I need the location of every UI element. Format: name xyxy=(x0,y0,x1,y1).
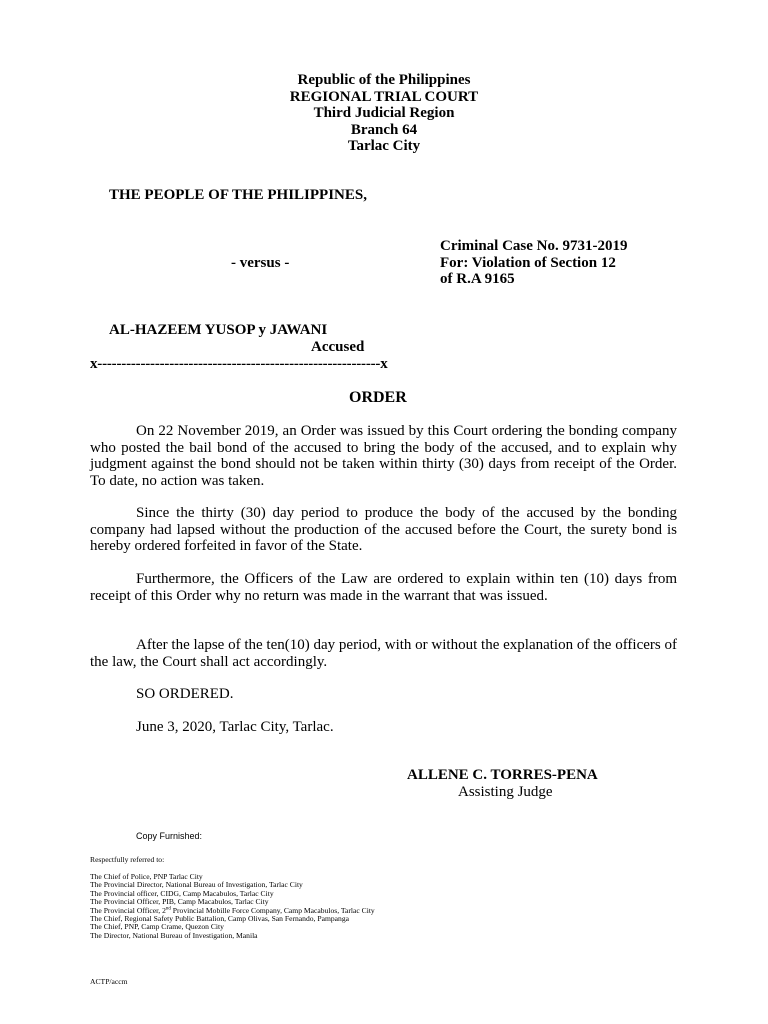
list-item: The Chief, Regional Safety Public Battalion, Camp Olivas, San Fernando, Pampanga xyxy=(90,914,349,924)
date-place: June 3, 2020, Tarlac City, Tarlac. xyxy=(136,719,334,735)
accused-label: Accused xyxy=(311,339,365,355)
case-violation: For: Violation of Section 12 xyxy=(440,254,616,271)
case-info xyxy=(440,238,628,288)
heading-line-court: REGIONAL TRIAL COURT xyxy=(289,88,479,105)
recipient-2nd-suffix: Provincial Mobille Force Company, Camp Macabulos, Tarlac City xyxy=(170,905,375,915)
list-item: The Chief of Police, PNP Tarlac City xyxy=(90,872,203,881)
order-paragraph-4: After the lapse of the ten(10) day period, with or without the explanation of the officers of the law, the Court shall act accordingly. xyxy=(90,637,677,670)
order-paragraph-2: Since the thirty (30) day period to produce the body of the accused by the bonding company had lapsed without the production of the accused before the Court, the surety bond is hereby ordered forfeited in favor of the State. xyxy=(90,505,677,554)
recipient-2nd-sup: nd xyxy=(165,906,171,912)
so-ordered: SO ORDERED. xyxy=(136,686,234,702)
case-number: Criminal Case No. 9731-2019 xyxy=(440,238,628,254)
list-item: The Provincial Director, National Bureau of Investigation, Tarlac City xyxy=(90,880,303,890)
order-paragraph-1: On 22 November 2019, an Order was issued by this Court ordering the bonding company who posted the bail bond of the accused to bring the body of the accused, and to explain why judgment against the bond should not be taken within thirty (30) days from receipt of the Order. To date, no action was taken. xyxy=(90,423,677,489)
order-paragraph-3: Furthermore, the Officers of the Law are ordered to explain within ten (10) days from receipt of this Order why no return was made in the warrant that was issued. xyxy=(90,571,677,604)
order-title: ORDER xyxy=(349,389,407,406)
heading-line-republic: Republic of the Philippines xyxy=(297,72,471,88)
heading-line-region: Third Judicial Region xyxy=(313,105,455,121)
list-item: The Provincial Officer, PIB, Camp Macabulos, Tarlac City xyxy=(90,897,269,907)
plaintiff: THE PEOPLE OF THE PHILIPPINES, xyxy=(109,187,367,203)
recipient-2nd-prefix: The Provincial Officer, 2 xyxy=(90,905,166,915)
list-item: The Provincial officer, CIDG, Camp Macabulos, Tarlac City xyxy=(90,888,274,898)
heading-line-branch: Branch 64 xyxy=(350,121,418,138)
list-item: The Director, National Bureau of Investigation, Manila xyxy=(90,930,258,940)
judge-name: ALLENE C. TORRES-PENA xyxy=(407,767,598,783)
versus-label: - versus - xyxy=(231,255,290,271)
judge-title: Assisting Judge xyxy=(458,784,553,800)
recipient-list xyxy=(90,873,510,940)
heading-line-city: Tarlac City xyxy=(347,138,421,154)
caption-separator: x-----------------------------------------------------------x xyxy=(90,356,388,372)
referred-label: Respectfully referred to: xyxy=(90,855,165,864)
footer-initials: ACTP/accm xyxy=(90,977,128,986)
list-item: The Chief, PNP, Camp Crame, Quezon City xyxy=(90,922,224,932)
copy-furnished-label: Copy Furnished: xyxy=(136,831,203,841)
court-heading xyxy=(184,72,584,155)
case-ra: of R.A 9165 xyxy=(440,271,515,287)
accused-name: AL-HAZEEM YUSOP y JAWANI xyxy=(109,322,328,338)
